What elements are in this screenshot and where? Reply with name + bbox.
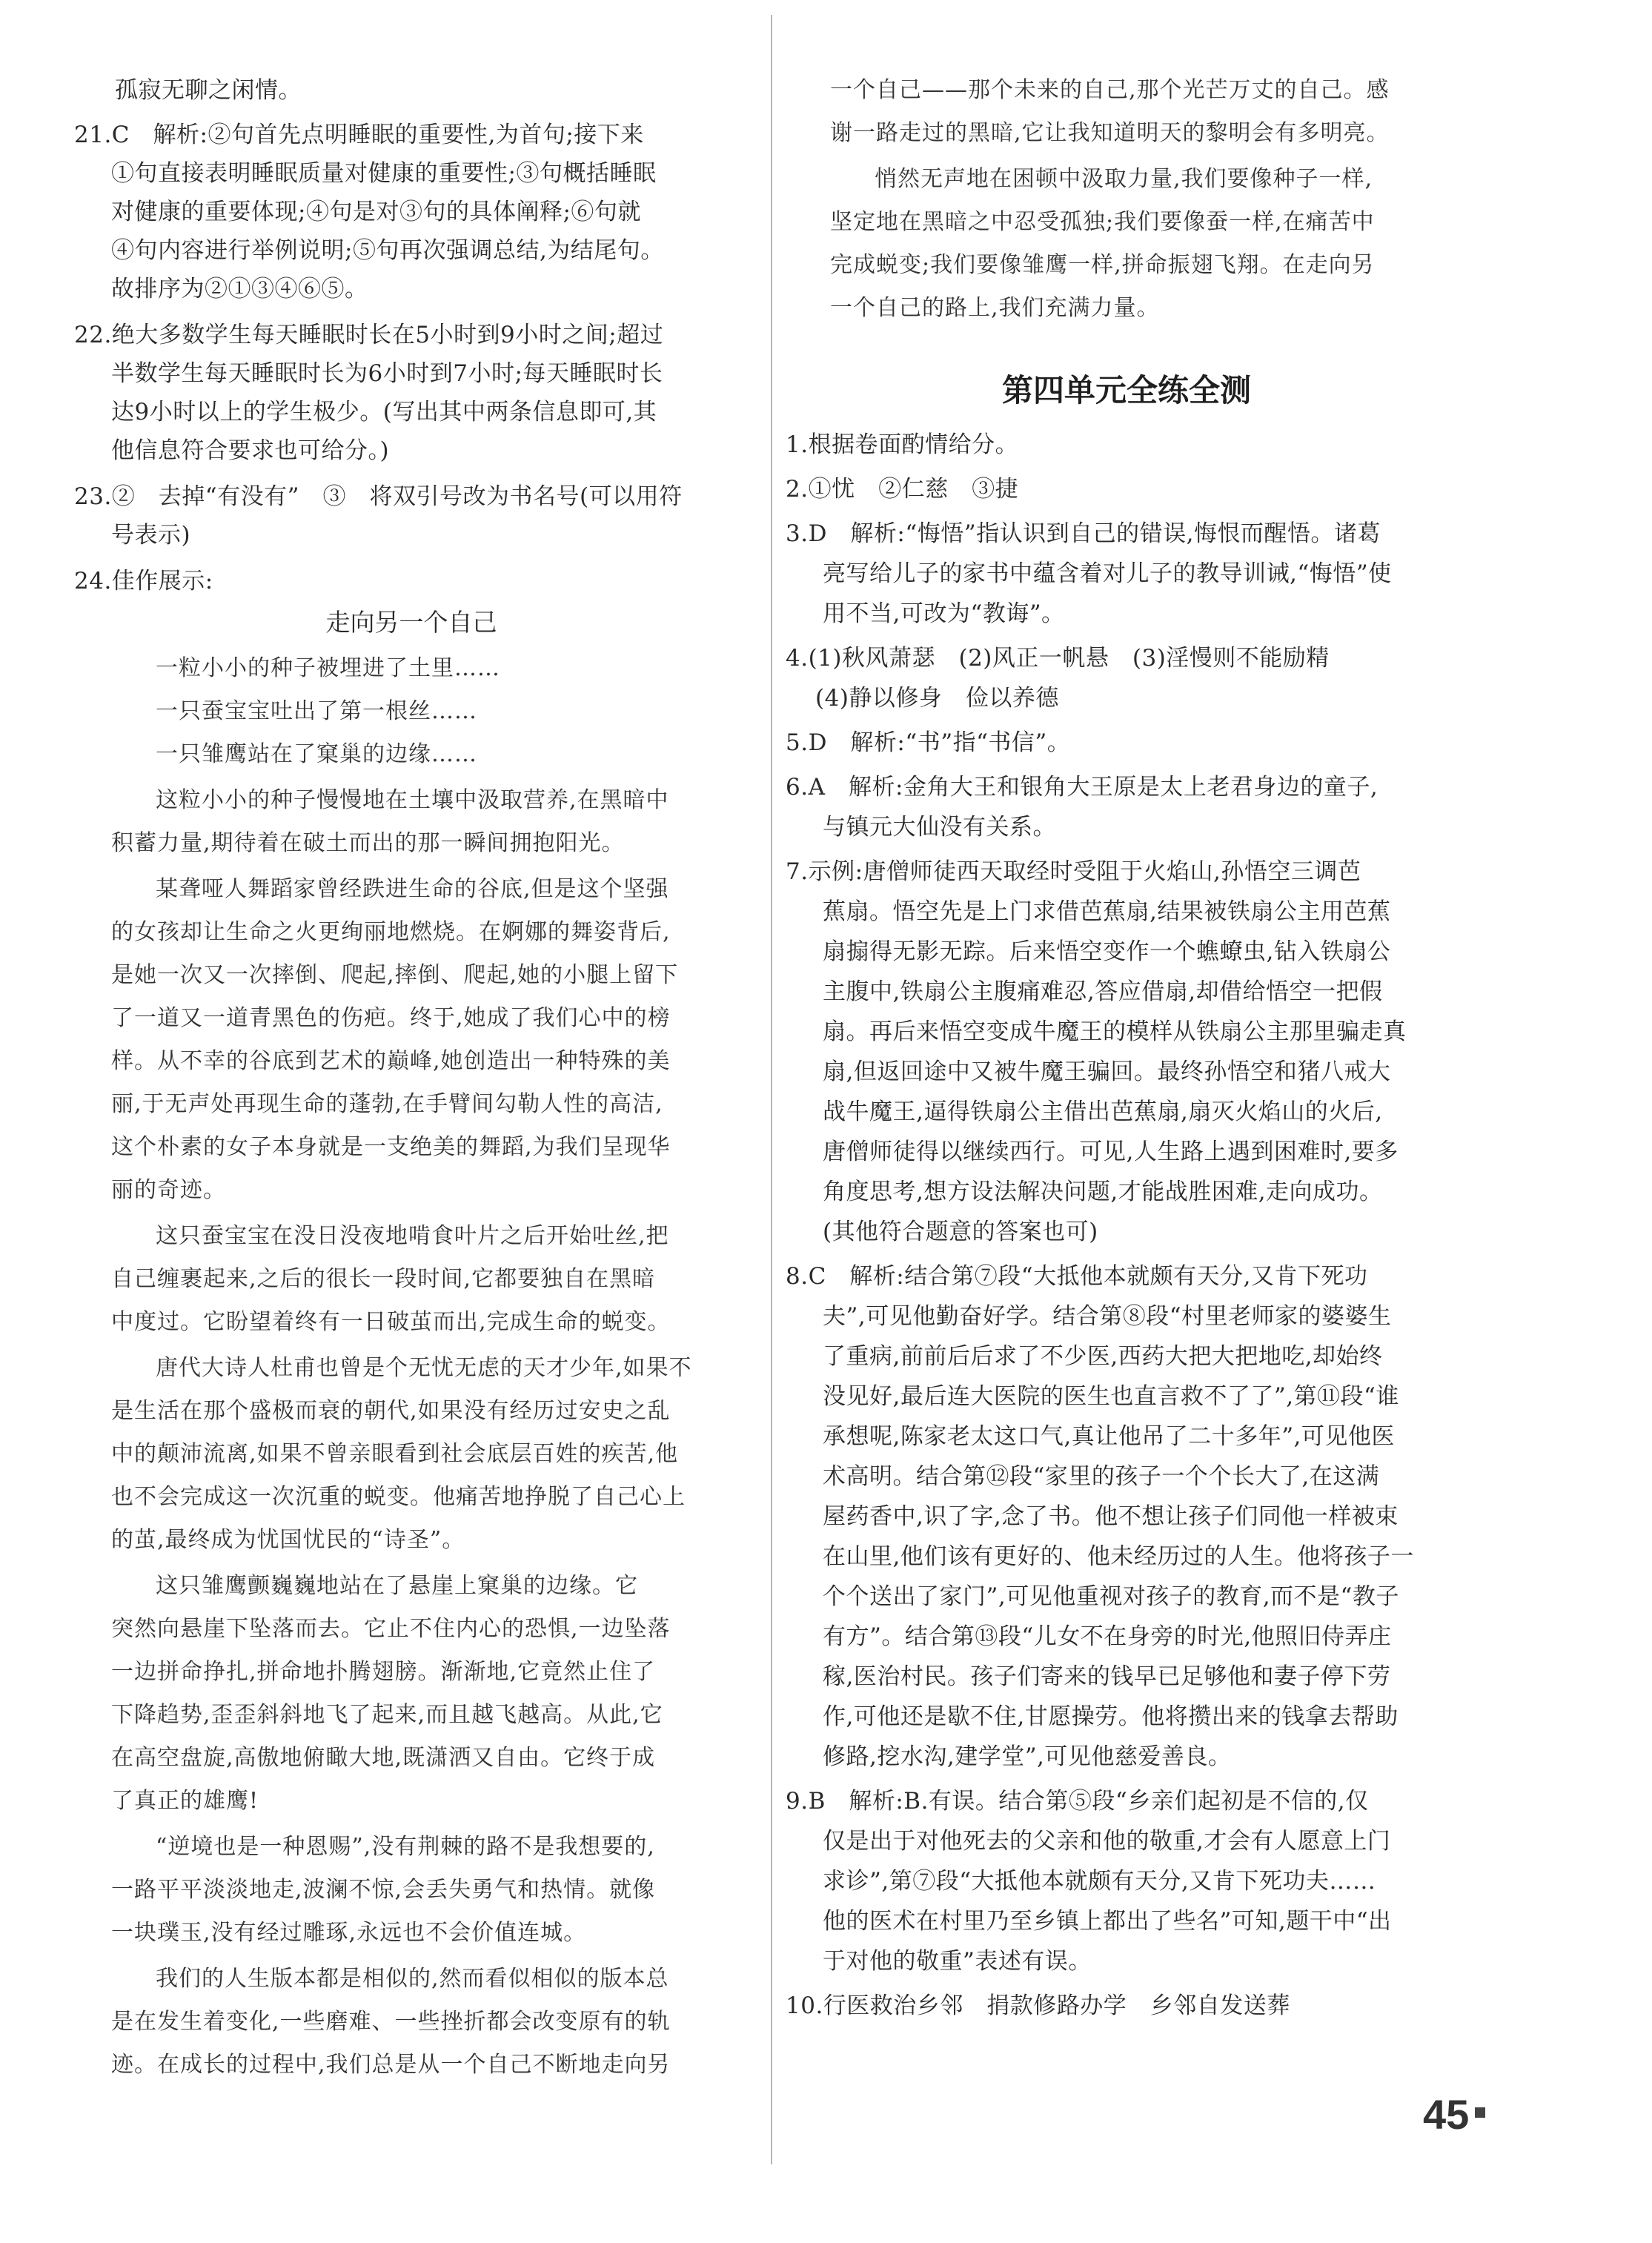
answer-line: 24.佳作展示: [74,568,213,594]
answer-line: 孤寂无聊之闲情。 [115,77,302,104]
essay-line: 丽,于无声处再现生命的蓬勃,在手臂间勾勒人性的高洁, [111,1091,663,1117]
essay-line: 突然向悬崖下坠落而去。它止不住内心的恐惧,一边坠落 [111,1616,671,1642]
essay-line: 某聋哑人舞蹈家曾经跌进生命的谷底,但是这个坚强 [156,876,669,902]
essay-line: 在高空盘旋,高傲地俯瞰大地,既潇洒又自由。它终于成 [111,1745,656,1771]
essay-line: 也不会完成这一次沉重的蜕变。他痛苦地挣脱了自己心上 [111,1484,686,1510]
essay-line: 是她一次又一次摔倒、爬起,摔倒、爬起,她的小腿上留下 [111,962,679,988]
answer-line: 扇,但返回途中又被牛魔王骗回。最终孙悟空和猪八戒大 [823,1058,1391,1085]
answer-line: 2.①忧 ②仁慈 ③捷 [786,476,1019,503]
essay-line: 一只雏鹰站在了窠巢的边缘…… [156,741,477,767]
essay-line: 谢一路走过的黑暗,它让我知道明天的黎明会有多明亮。 [830,120,1390,146]
essay-line: 自己缠裹起来,之后的很长一段时间,它都要独自在黑暗 [111,1266,656,1292]
answer-line: 8.C 解析:结合第⑦段“大抵他本就颇有天分,又肯下死功 [786,1263,1368,1290]
essay-line: 是在发生着变化,一些磨难、一些挫折都会改变原有的轨 [111,2009,671,2035]
answer-line: 术高明。结合第⑫段“家里的孩子一个个长大了,在这满 [823,1463,1380,1490]
essay-line: 的女孩却让生命之火更绚丽地燃烧。在婀娜的舞姿背后, [111,919,671,945]
essay-line: 了一道又一道青黑色的伤疤。终于,她成了我们心中的榜 [111,1005,671,1031]
essay-line: 一只蚕宝宝吐出了第一根丝…… [156,698,477,724]
answer-line: 故排序为②①③④⑥⑤。 [111,276,368,302]
page-number-marker [1475,2107,1485,2118]
answer-line: 半数学生每天睡眠时长为6小时到7小时;每天睡眠时长 [111,360,663,387]
answer-line: 达9小时以上的学生极少。(写出其中两条信息即可,其 [111,399,657,425]
essay-line: 迹。在成长的过程中,我们总是从一个自己不断地走向另 [111,2052,671,2078]
answer-line: 仅是出于对他死去的父亲和他的敬重,才会有人愿意上门 [823,1828,1391,1855]
answer-line: 扇。再后来悟空变成牛魔王的模样从铁扇公主那里骗走真 [823,1018,1407,1045]
answer-line: 修路,挖水沟,建学堂”,可见他慈爱善良。 [823,1743,1232,1770]
essay-line: 丽的奇迹。 [111,1177,226,1203]
answer-line: 6.A 解析:金角大王和银角大王原是太上老君身边的童子, [786,774,1379,801]
answer-line: 在山里,他们该有更好的、他未经历过的人生。他将孩子一 [823,1543,1414,1570]
essay-line: 一个自己的路上,我们充满力量。 [830,295,1160,321]
answer-line: 唐僧师徒得以继续西行。可见,人生路上遇到困难时,要多 [823,1139,1399,1165]
essay-line: 完成蜕变;我们要像雏鹰一样,拼命振翅飞翔。在走向另 [830,252,1375,278]
answer-line: 屋药香中,识了字,念了书。他不想让孩子们同他一样被束 [823,1503,1399,1530]
essay-line: 一粒小小的种子被埋进了土里…… [156,655,500,681]
answer-line: 有方”。结合第⑬段“儿女不在身旁的时光,他照旧侍弄庄 [823,1623,1392,1650]
essay-line: 了真正的雄鹰! [111,1788,259,1814]
essay-line: 我们的人生版本都是相似的,然而看似相似的版本总 [156,1966,669,1992]
essay-line: 一边拼命挣扎,拼命地扑腾翅膀。渐渐地,它竟然止住了 [111,1659,656,1685]
essay-line: 坚定地在黑暗之中忍受孤独;我们要像蚕一样,在痛苦中 [830,209,1375,235]
answer-line: 求诊”,第⑦段“大抵他本就颇有天分,又肯下死功夫…… [823,1868,1376,1895]
answer-line: 21.C 解析:②句首先点明睡眠的重要性,为首句;接下来 [74,122,644,148]
answer-line: 用不当,可改为“教诲”。 [823,600,1065,627]
essay-line: 这个朴素的女子本身就是一支绝美的舞蹈,为我们呈现华 [111,1134,671,1160]
essay-line: 这只蚕宝宝在没日没夜地啃食叶片之后开始吐丝,把 [156,1223,669,1249]
essay-line: 中的颠沛流离,如果不曾亲眼看到社会底层百姓的疾苦,他 [111,1441,679,1467]
answer-line: 23.② 去掉“有没有” ③ 将双引号改为书名号(可以用符 [74,483,683,510]
essay-line: 一块璞玉,没有经过雕琢,永远也不会价值连城。 [111,1920,587,1946]
answer-line: 蕉扇。悟空先是上门求借芭蕉扇,结果被铁扇公主用芭蕉 [823,898,1391,925]
answer-line: 了重病,前前后后求了不少医,西药大把大把地吃,却始终 [823,1343,1383,1370]
essay-line: 一路平平淡淡地走,波澜不惊,会丢失勇气和热情。就像 [111,1877,656,1903]
essay-line: 唐代大诗人杜甫也曾是个无忧无虑的天才少年,如果不 [156,1355,692,1381]
answer-line: 他信息符合要求也可给分。) [111,437,390,464]
answer-line: 主腹中,铁扇公主腹痛难忍,答应借扇,却借给悟空一把假 [823,978,1383,1005]
answer-line: 他的医术在村里乃至乡镇上都出了些名”可知,题干中“出 [823,1908,1392,1935]
essay-line: 样。从不幸的谷底到艺术的巅峰,她创造出一种特殊的美 [111,1048,671,1074]
answer-line: 没见好,最后连大医院的医生也直言救不了了”,第⑪段“谁 [823,1383,1399,1410]
answer-line: 扇搧得无影无踪。后来悟空变作一个蟭蟟虫,钻入铁扇公 [823,938,1391,965]
answer-line: 4.(1)秋风萧瑟 (2)风正一帆悬 (3)淫慢则不能励精 [786,645,1330,672]
answer-line: 对健康的重要体现;④句是对③句的具体阐释;⑥句就 [111,199,641,225]
answer-line: ④句内容进行举例说明;⑤句再次强调总结,为结尾句。 [111,237,664,264]
answer-line: 9.B 解析:B.有误。结合第⑤段“乡亲们起初是不信的,仅 [786,1788,1369,1815]
essay-line: 的茧,最终成为忧国忧民的“诗圣”。 [111,1527,465,1553]
answer-line: 承想呢,陈家老太这口气,真让他吊了二十多年”,可见他医 [823,1423,1395,1450]
answer-line: 1.根据卷面酌情给分。 [786,431,1019,458]
essay-title: 走向另一个自己 [325,608,497,637]
answer-line: 于对他的敬重”表述有误。 [823,1948,1092,1975]
essay-line: 积蓄力量,期待着在破土而出的那一瞬间拥抱阳光。 [111,830,625,856]
column-divider [771,15,772,2164]
answer-line: 亮写给儿子的家书中蕴含着对儿子的教导训诫,“悔悟”使 [823,560,1392,587]
answer-line: 个个送出了家门”,可见他重视对孩子的教育,而不是“教子 [823,1583,1399,1610]
essay-line: 下降趋势,歪歪斜斜地飞了起来,而且越飞越高。从此,它 [111,1702,663,1728]
answer-line: 稼,医治村民。孩子们寄来的钱早已足够他和妻子停下劳 [823,1663,1391,1690]
essay-line: 这粒小小的种子慢慢地在土壤中汲取营养,在黑暗中 [156,787,669,813]
answer-line: ①句直接表明睡眠质量对健康的重要性;③句概括睡眠 [111,160,657,187]
section-title: 第四单元全练全测 [1001,372,1251,408]
answer-line: 作,可他还是歇不住,甘愿操劳。他将攒出来的钱拿去帮助 [823,1703,1399,1730]
essay-line: 是生活在那个盛极而衰的朝代,如果没有经历过安史之乱 [111,1398,671,1424]
answer-line: (其他符合题意的答案也可) [823,1219,1098,1245]
answer-line: (4)静以修身 俭以养德 [815,685,1059,712]
answer-line: 角度思考,想方设法解决问题,才能战胜困难,走向成功。 [823,1179,1383,1205]
essay-line: “逆境也是一种恩赐”,没有荆棘的路不是我想要的, [156,1834,655,1860]
answer-line: 号表示) [111,522,191,549]
answer-line: 3.D 解析:“悔悟”指认识到自己的错误,悔恨而醒悟。诸葛 [786,520,1381,547]
essay-line: 悄然无声地在困顿中汲取力量,我们要像种子一样, [875,166,1373,192]
essay-line: 这只雏鹰颤巍巍地站在了悬崖上窠巢的边缘。它 [156,1573,638,1599]
answer-line: 7.示例:唐僧师徒西天取经时受阻于火焰山,孙悟空三调芭 [786,858,1361,885]
essay-line: 中度过。它盼望着终有一日破茧而出,完成生命的蜕变。 [111,1309,671,1335]
essay-line: 一个自己——那个未来的自己,那个光芒万丈的自己。感 [830,77,1390,103]
answer-line: 5.D 解析:“书”指“书信”。 [786,729,1071,756]
answer-line: 战牛魔王,逼得铁扇公主借出芭蕉扇,扇灭火焰山的火后, [823,1099,1383,1125]
answer-line: 22.绝大多数学生每天睡眠时长在5小时到9小时之间;超过 [74,322,664,348]
answer-line: 夫”,可见他勤奋好学。结合第⑧段“村里老师家的婆婆生 [823,1303,1392,1330]
answer-line: 10.行医救治乡邻 捐款修路办学 乡邻自发送葬 [786,1992,1290,2019]
page-number: 45 [1423,2091,1470,2138]
answer-line: 与镇元大仙没有关系。 [823,814,1056,841]
